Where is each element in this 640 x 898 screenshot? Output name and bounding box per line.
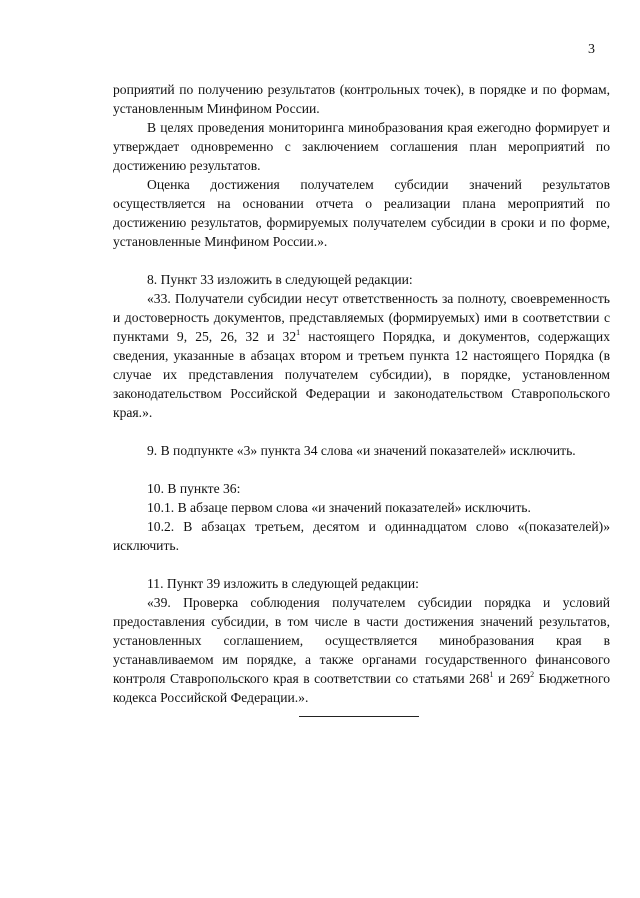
- item-11-heading: 11. Пункт 39 изложить в следующей редакции:: [147, 576, 419, 591]
- end-divider-line: [299, 716, 419, 717]
- item-10-heading: 10. В пункте 36:: [147, 481, 241, 496]
- document-body: [113, 80, 610, 707]
- item-11-text-part1: «39. Проверка соблюдения получателем субсидии порядка и условий предоставления субсидии, в том числе в части достижения значений результатов, установленных соглашением, осуществляется минобразования края в устанавливаемом им порядке, а также органами государственного финансового контроля Ставропольского края в соответствии со статьями 268: [113, 595, 610, 686]
- paragraph-monitoring: В целях проведения мониторинга минобразования края ежегодно формирует и утверждает одновременно с заключением соглашения план мероприятий по достижению результатов.: [113, 120, 610, 173]
- superscript-1: 1: [296, 328, 301, 337]
- item-11-text-mid: и 269: [493, 671, 531, 686]
- item-9-text: 9. В подпункте «3» пункта 34 слова «и значений показателей» исключить.: [147, 443, 576, 458]
- item-11-text-part2: Бюджетного кодекса Российской Федерации.».: [113, 671, 610, 705]
- item-8-text: [113, 289, 610, 422]
- item-10-2-text: 10.2. В абзацах третьем, десятом и одиннадцатом слово «(показателей)» исключить.: [113, 519, 610, 553]
- item-10-1-text: 10.1. В абзаце первом слова «и значений показателей» исключить.: [147, 500, 531, 515]
- paragraph-continuation: роприятий по получению результатов (контрольных точек), в порядке и по формам, установленным Минфином России.: [113, 82, 610, 116]
- superscript-268-1: 1: [489, 670, 494, 679]
- page-number: 3: [588, 42, 595, 57]
- item-8-heading: 8. Пункт 33 изложить в следующей редакции:: [147, 272, 413, 287]
- item-8-text-part1: «33. Получатели субсидии несут ответственность за полноту, своевременность и достоверность документов, представляемых (формируемых) ими в соответствии с пунктами 9, 25, 26, 32 и 32: [113, 291, 610, 344]
- item-8-text-part2: настоящего Порядка, и документов, содержащих сведения, указанные в абзацах втором и третьем пункта 12 настоящего Порядка (в случае их представления получателем субсидии), в порядке, установленном законодательством Российской Федерации и законодательством Ставропольского края.».: [113, 329, 610, 420]
- superscript-269-2: 2: [530, 670, 535, 679]
- item-11-text: [113, 593, 610, 707]
- paragraph-assessment: Оценка достижения получателем субсидии значений результатов осуществляется на основании отчета о реализации плана мероприятий по достижению результатов, формируемых получателем субсидии в сроки и по форме, установленные Минфином России.».: [113, 177, 610, 249]
